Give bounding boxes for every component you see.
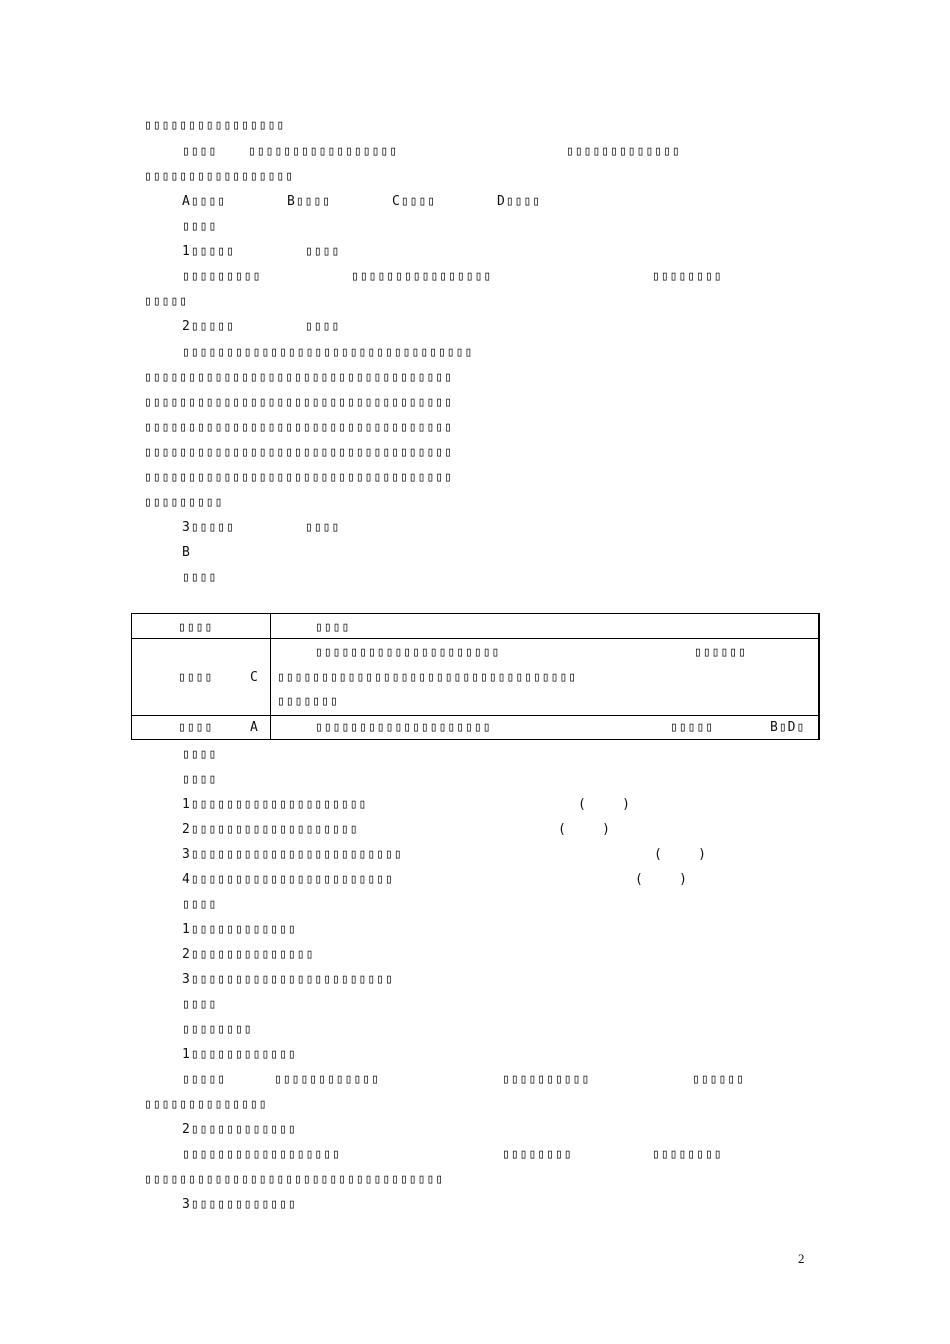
text-line: ▯▯▯▯▯ [182,1072,227,1087]
page-number: 2 [798,1251,805,1266]
text-line: ▯▯▯▯▯▯▯▯▯▯▯▯▯▯▯▯▯▯▯▯▯▯▯▯▯▯▯▯▯▯▯▯▯ [182,345,474,360]
table-cell-text: ▯▯▯▯▯▯ [694,645,747,660]
text-line: ▯▯▯▯▯▯▯▯▯▯ [502,1072,591,1087]
text-line: ▯▯▯▯ [182,897,218,912]
text-line: ▯▯▯▯ [182,219,218,234]
text-line: ▯▯▯▯▯▯▯▯▯▯▯▯ [274,1072,380,1087]
text-line: 3▯▯▯▯▯ [182,520,235,535]
table-row-divider [132,638,818,639]
text-line: ( ) [654,847,707,862]
table-cell-text: ▯▯▯▯▯▯▯▯▯▯▯▯▯▯▯▯▯▯▯▯▯ [315,645,501,660]
text-line: B▯▯▯▯ [287,194,332,209]
text-line: ▯▯▯▯▯▯▯▯▯ [144,495,224,510]
text-line: 1▯▯▯▯▯▯▯▯▯▯▯▯ [182,922,297,937]
text-line: ▯▯▯▯ [305,520,341,535]
table-cell-text: ▯▯▯▯▯▯▯▯▯▯▯▯▯▯▯▯▯▯▯▯ [315,720,492,735]
text-line: ▯▯▯▯▯▯▯▯▯▯▯▯▯▯ [144,1097,268,1112]
text-line: 2▯▯▯▯▯▯▯▯▯▯▯▯▯▯▯▯▯▯▯ [182,822,359,837]
text-line: ▯▯▯▯▯▯▯▯▯▯▯▯▯▯▯▯▯▯▯▯▯▯▯▯▯▯▯▯▯▯▯▯▯▯▯ [144,395,453,410]
text-line: ▯▯▯▯▯▯▯▯▯▯▯▯▯▯▯▯ [144,118,286,133]
text-line: ▯▯▯▯ [182,997,218,1012]
text-line: ▯▯▯▯▯▯▯▯▯▯▯▯▯▯▯▯▯ [248,144,399,159]
table-cell-text: A [250,720,259,735]
text-line: ▯▯▯▯ [182,772,218,787]
text-line: ▯▯▯▯ [305,244,341,259]
text-line: C▯▯▯▯ [392,194,437,209]
table-column-divider [270,614,271,739]
table-cell-text: ▯▯▯▯ [178,670,214,685]
text-line: ▯▯▯▯▯▯▯▯ [652,1147,723,1162]
text-line: ▯▯▯▯ [305,319,341,334]
text-line: 2▯▯▯▯▯▯▯▯▯▯▯▯ [182,1122,297,1137]
text-line: ▯▯▯▯▯▯▯▯▯▯▯▯▯▯▯▯▯▯▯▯▯▯▯▯▯▯▯▯▯▯▯▯▯▯▯ [144,445,453,460]
text-line: ▯▯▯▯▯▯▯▯▯▯▯▯▯▯▯▯ [351,269,493,284]
text-line: ▯▯▯▯▯ [144,294,189,309]
text-line: ▯▯▯▯▯▯▯▯▯▯▯▯▯▯▯▯▯▯▯▯▯▯▯▯▯▯▯▯▯▯▯▯▯▯▯ [144,420,453,435]
text-line: ▯▯▯▯ [182,144,218,159]
table-cell-text: ▯▯▯▯▯▯▯ [277,694,339,709]
text-line: D▯▯▯▯ [497,194,542,209]
table-cell-text: B▯D▯ [770,720,806,735]
text-line: 4▯▯▯▯▯▯▯▯▯▯▯▯▯▯▯▯▯▯▯▯▯▯▯ [182,872,394,887]
text-line: ▯▯▯▯▯▯▯▯▯▯▯▯▯ [566,144,681,159]
text-line: ▯▯▯▯▯▯▯▯▯▯▯▯▯▯▯▯▯▯▯▯▯▯▯▯▯▯▯▯▯▯▯▯▯▯▯ [144,470,453,485]
text-line: ▯▯▯▯▯▯▯▯ [502,1147,573,1162]
text-line: ▯▯▯▯▯▯▯▯▯▯▯▯▯▯▯▯▯ [144,169,295,184]
text-line: ▯▯▯▯ [182,747,218,762]
table-cell-text: ▯▯▯▯ [315,620,351,635]
table-row-divider [132,715,818,716]
text-line: ▯▯▯▯▯▯▯▯▯▯▯▯▯▯▯▯▯▯▯▯▯▯▯▯▯▯▯▯▯▯▯▯▯▯▯ [144,370,453,385]
text-line: 2▯▯▯▯▯ [182,319,235,334]
text-line: ▯▯▯▯▯▯▯▯ [652,269,723,284]
text-line: 2▯▯▯▯▯▯▯▯▯▯▯▯▯▯ [182,947,315,962]
text-line: B [182,545,191,560]
text-line: ▯▯▯▯▯▯▯▯▯▯▯▯▯▯▯▯▯▯ [182,1147,341,1162]
text-line: ▯▯▯▯▯▯▯▯ [182,1022,253,1037]
text-line: 3▯▯▯▯▯▯▯▯▯▯▯▯ [182,1197,297,1212]
text-line: 3▯▯▯▯▯▯▯▯▯▯▯▯▯▯▯▯▯▯▯▯▯▯▯▯ [182,847,403,862]
text-line: ▯▯▯▯▯▯▯▯▯▯▯▯▯▯▯▯▯▯▯▯▯▯▯▯▯▯▯▯▯▯▯▯▯▯ [144,1172,445,1187]
table-cell-text: ▯▯▯▯ [178,720,214,735]
text-line: 1▯▯▯▯▯ [182,244,235,259]
text-line: 1▯▯▯▯▯▯▯▯▯▯▯▯▯▯▯▯▯▯▯▯ [182,797,368,812]
table-cell-text: C [250,670,259,685]
text-line: ( ) [558,822,611,837]
table-cell-text: ▯▯▯▯ [178,620,214,635]
text-line: ▯▯▯▯▯▯ [692,1072,745,1087]
text-line: ( ) [578,797,631,812]
text-line: ( ) [635,872,688,887]
table-cell-text: ▯▯▯▯▯▯▯▯▯▯▯▯▯▯▯▯▯▯▯▯▯▯▯▯▯▯▯▯▯▯▯▯▯▯ [277,670,578,685]
text-line: ▯▯▯▯ [182,570,218,585]
table-cell-text: ▯▯▯▯▯ [670,720,715,735]
text-line: ▯▯▯▯▯▯▯▯▯ [182,269,262,284]
text-line: 3▯▯▯▯▯▯▯▯▯▯▯▯▯▯▯▯▯▯▯▯▯▯▯ [182,972,394,987]
text-line: A▯▯▯▯ [182,194,227,209]
text-line: 1▯▯▯▯▯▯▯▯▯▯▯▯ [182,1047,297,1062]
